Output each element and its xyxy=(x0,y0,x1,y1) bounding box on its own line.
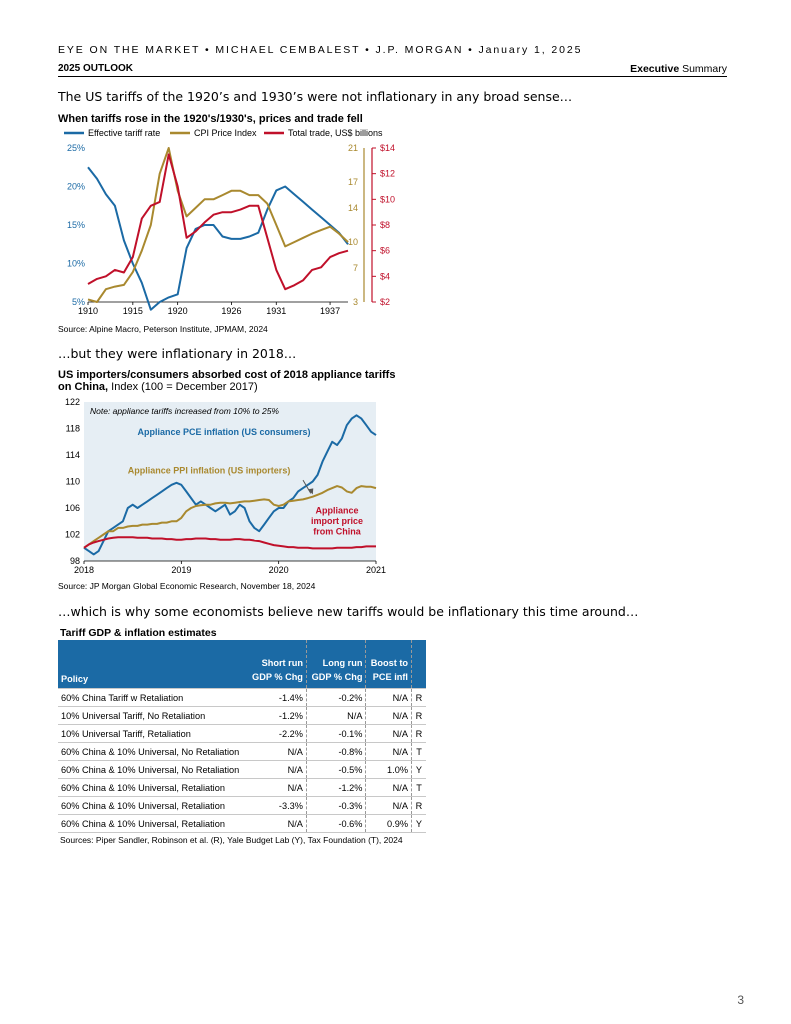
y-tick-label: 106 xyxy=(64,503,80,513)
col-boost-1: Boost to xyxy=(370,658,408,668)
cell-boost: N/A xyxy=(366,797,412,815)
cell-source: R xyxy=(412,797,427,815)
mid-tick-label: 7 xyxy=(352,262,358,273)
cell-source: T xyxy=(412,743,427,761)
x-tick-label: 1920 xyxy=(167,306,188,316)
x-tick-label: 1931 xyxy=(266,306,287,316)
paragraph-1: The US tariffs of the 1920’s and 1930’s were not inflationary in any broad sense… xyxy=(58,89,573,104)
chart1-title: When tariffs rose in the 1920's/1930's, prices and trade fell xyxy=(58,113,363,125)
cell-policy: 60% China & 10% Universal, No Retaliation xyxy=(58,743,247,761)
cell-short-run: N/A xyxy=(247,815,306,833)
legend-label: Total trade, US$ billions xyxy=(288,128,383,138)
cell-boost: N/A xyxy=(366,689,412,707)
cell-policy: 10% Universal Tariff, No Retaliation xyxy=(58,707,247,725)
cell-long-run: -0.5% xyxy=(306,761,366,779)
cell-source: Y xyxy=(412,815,427,833)
mid-tick-label: 17 xyxy=(347,177,358,188)
table-row xyxy=(58,761,426,779)
section-title-normal: Summary xyxy=(679,63,727,75)
x-tick-label: 1937 xyxy=(320,306,341,316)
section-label: 2025 OUTLOOK xyxy=(58,63,134,74)
cell-short-run: -2.2% xyxy=(247,725,306,743)
table-row xyxy=(58,797,426,815)
cell-short-run: N/A xyxy=(247,743,306,761)
table-row xyxy=(58,725,426,743)
import-label-2: import price xyxy=(311,515,364,526)
cell-policy: 60% China Tariff w Retaliation xyxy=(58,689,247,707)
pce-label: Appliance PCE inflation (US consumers) xyxy=(137,427,311,438)
cell-short-run: -1.4% xyxy=(247,689,306,707)
cell-short-run: -3.3% xyxy=(247,797,306,815)
cell-short-run: -1.2% xyxy=(247,707,306,725)
cell-boost: N/A xyxy=(366,725,412,743)
y-tick-label: 110 xyxy=(65,476,80,487)
running-header: EYE ON THE MARKET • MICHAEL CEMBALEST • J.P. MORGAN • January 1, 2025 xyxy=(58,44,583,56)
col-long-run xyxy=(306,640,366,689)
legend-label: Effective tariff rate xyxy=(88,128,161,138)
right-tick-label: $4 xyxy=(380,271,391,282)
col-boost xyxy=(366,640,412,689)
chart2-source: Source: JP Morgan Global Economic Research, November 18, 2024 xyxy=(58,581,316,591)
cell-source: T xyxy=(412,779,427,797)
y-tick-label: 102 xyxy=(64,529,80,540)
chart1-legend xyxy=(64,128,383,138)
cell-source: R xyxy=(412,707,427,725)
col-short-run-1: Short run xyxy=(261,658,303,668)
cell-policy: 60% China & 10% Universal, Retaliation xyxy=(58,779,247,797)
y-tick-label: 122 xyxy=(64,398,80,407)
col-short-run-2: GDP % Chg xyxy=(252,672,303,682)
mid-tick-label: 21 xyxy=(347,143,358,153)
col-long-run-1: Long run xyxy=(322,658,363,668)
cell-source: R xyxy=(412,725,427,743)
x-tick-label: 2018 xyxy=(73,565,95,575)
chart2 xyxy=(58,398,388,580)
right-tick-label: $10 xyxy=(380,194,396,205)
cpi-line xyxy=(88,148,348,302)
right-tick-label: $6 xyxy=(380,245,391,256)
cell-policy: 60% China & 10% Universal, Retaliation xyxy=(58,815,247,833)
y-tick-label: 98 xyxy=(69,556,80,566)
table-title: Tariff GDP & inflation estimates xyxy=(60,627,217,639)
section-title-bold: Executive xyxy=(630,63,680,75)
right-tick-label: $12 xyxy=(380,168,396,179)
table-row xyxy=(58,689,426,707)
cell-short-run: N/A xyxy=(247,779,306,797)
page-number: 3 xyxy=(737,993,744,1007)
x-tick-label: 1926 xyxy=(221,306,242,316)
cell-long-run: -0.2% xyxy=(306,689,366,707)
x-tick-label: 2019 xyxy=(171,565,192,575)
x-tick-label: 1910 xyxy=(77,306,99,316)
ppi-label: Appliance PPI inflation (US importers) xyxy=(127,465,291,476)
cell-boost: 0.9% xyxy=(366,815,412,833)
y-tick-label: 114 xyxy=(65,450,80,460)
cell-long-run: -0.8% xyxy=(306,743,366,761)
import-label-3: from China xyxy=(313,526,361,537)
mid-tick-label: 14 xyxy=(347,202,358,213)
chart1-source: Source: Alpine Macro, Peterson Institute, JPMAM, 2024 xyxy=(58,324,268,334)
left-tick-label: 20% xyxy=(66,181,85,192)
cell-policy: 60% China & 10% Universal, No Retaliation xyxy=(58,761,247,779)
col-policy: Policy xyxy=(58,640,247,689)
cell-short-run: N/A xyxy=(247,761,306,779)
paragraph-3: …which is why some economists believe new tariffs would be inflationary this time around… xyxy=(58,604,639,619)
chart1-axes xyxy=(67,143,395,316)
cell-boost: N/A xyxy=(366,779,412,797)
mid-tick-label: 3 xyxy=(352,297,358,307)
table-row xyxy=(58,815,426,833)
table-row xyxy=(58,707,426,725)
cell-long-run: N/A xyxy=(306,707,366,725)
cell-source: R xyxy=(412,689,427,707)
table-row xyxy=(58,743,426,761)
x-tick-label: 2021 xyxy=(365,565,387,575)
chart1 xyxy=(58,126,408,322)
paragraph-2: …but they were inflationary in 2018… xyxy=(58,346,297,361)
chart2-title-bold: US importers/consumers absorbed cost of 2018 appliance tariffs on China, xyxy=(58,369,396,393)
cell-long-run: -0.3% xyxy=(306,797,366,815)
table-source: Sources: Piper Sandler, Robinson et al. (R), Yale Budget Lab (Y), Tax Foundation (T), 2024 xyxy=(60,835,403,845)
table-header-row xyxy=(58,640,426,689)
x-tick-label: 2020 xyxy=(268,565,289,575)
mid-tick-label: 10 xyxy=(347,237,358,248)
cell-policy: 60% China & 10% Universal, Retaliation xyxy=(58,797,247,815)
cell-source: Y xyxy=(412,761,427,779)
cell-boost: N/A xyxy=(366,707,412,725)
col-boost-2: PCE infl xyxy=(372,672,408,682)
col-src xyxy=(412,640,427,689)
left-tick-label: 5% xyxy=(71,297,85,307)
left-tick-label: 25% xyxy=(66,143,85,153)
cell-long-run: -1.2% xyxy=(306,779,366,797)
cell-long-run: -0.6% xyxy=(306,815,366,833)
tariff-table xyxy=(58,640,426,833)
cell-policy: 10% Universal Tariff, Retaliation xyxy=(58,725,247,743)
y-tick-label: 118 xyxy=(65,423,80,434)
header-rule xyxy=(58,76,727,77)
col-long-run-2: GDP % Chg xyxy=(311,672,363,682)
right-tick-label: $8 xyxy=(380,220,391,230)
chart2-title xyxy=(58,369,398,393)
legend-label: CPI Price Index xyxy=(194,128,257,138)
import-label-1: Appliance xyxy=(315,505,359,516)
x-tick-label: 1915 xyxy=(122,306,143,316)
table-row xyxy=(58,779,426,797)
right-tick-label: $2 xyxy=(380,297,391,307)
chart1-lines xyxy=(88,148,348,310)
col-short-run xyxy=(247,640,306,689)
left-tick-label: 15% xyxy=(66,220,85,230)
left-tick-label: 10% xyxy=(66,258,85,269)
section-title xyxy=(630,63,727,75)
cell-boost: N/A xyxy=(366,743,412,761)
trade-line xyxy=(88,154,348,289)
cell-boost: 1.0% xyxy=(366,761,412,779)
tariff-line xyxy=(88,167,348,309)
chart-note: Note: appliance tariffs increased from 10% to 25% xyxy=(90,406,279,416)
chart2-title-normal: Index (100 = December 2017) xyxy=(108,381,258,393)
cell-long-run: -0.1% xyxy=(306,725,366,743)
right-tick-label: $14 xyxy=(380,143,396,153)
